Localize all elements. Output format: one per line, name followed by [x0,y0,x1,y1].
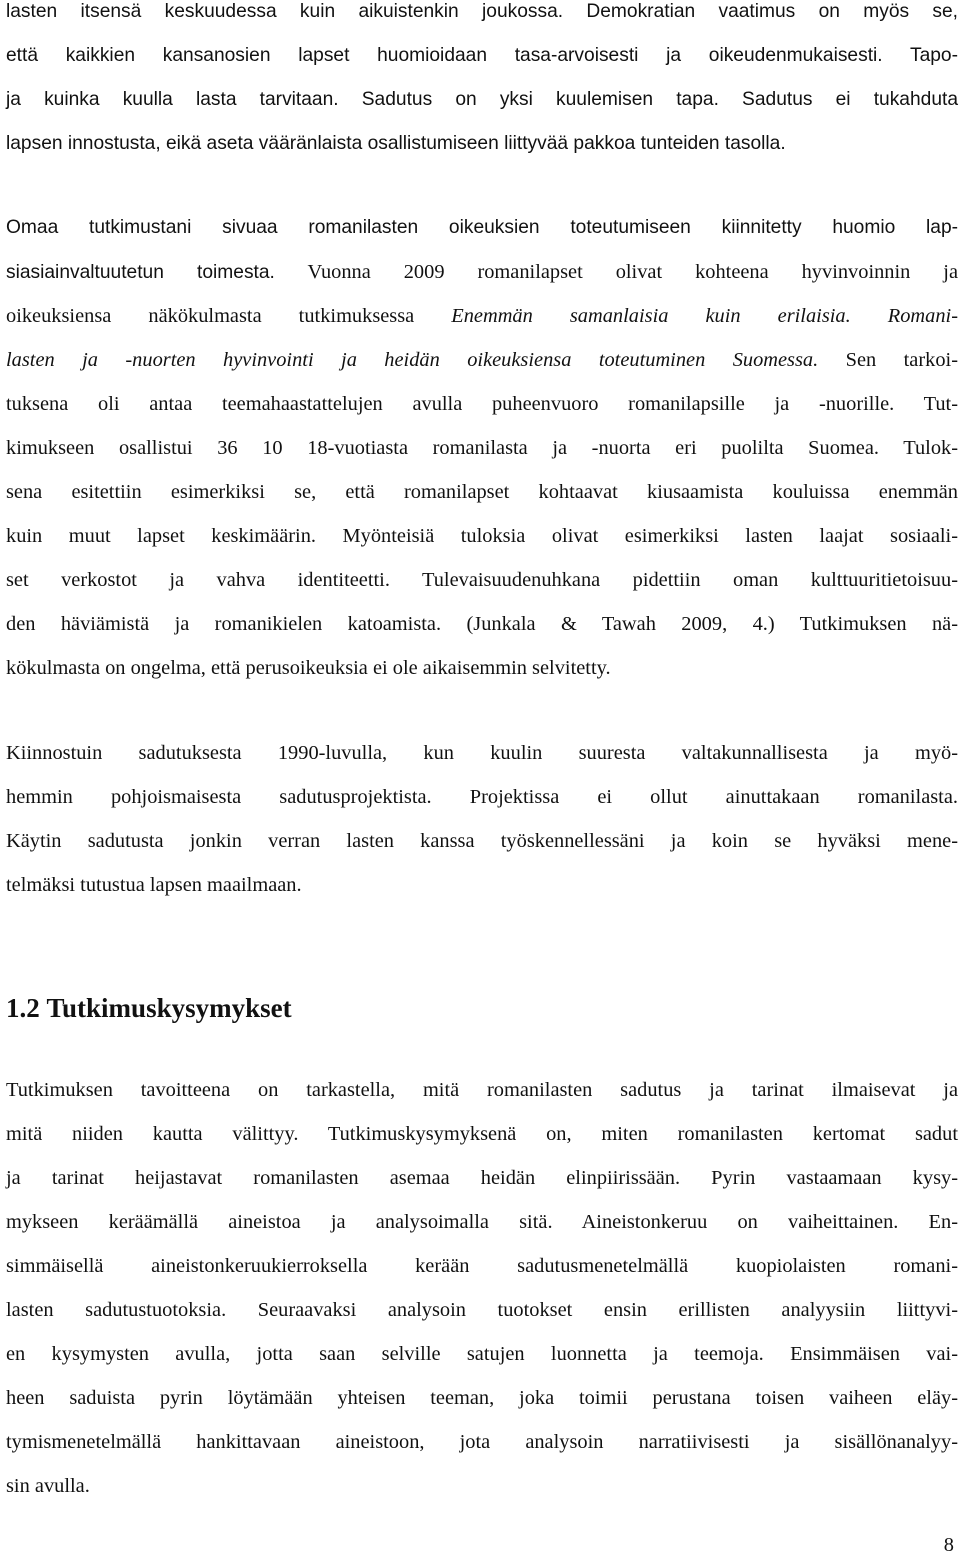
text-line [6,340,958,380]
text-line: Omaa tutkimustani sivuaa romanilasten oikeuksien toteutumiseen kiinnitetty huomio lap- [6,217,958,238]
text-line: Kiinnostuin sadutuksesta 1990-luvulla, kun kuulin suuresta valtakunnallisesta ja myö- [6,742,958,764]
text-line: että kaikkien kansanosien lapset huomioidaan tasa-arvoisesti ja oikeudenmukaisesti. Tapo- [6,45,958,66]
italic-title: Enemmän samanlaisia kuin erilaisia. Romani- [451,305,958,327]
text-line: simmäisellä aineistonkeruukierroksella kerään sadutusmenetelmällä kuopiolaisten romani- [6,1255,958,1277]
text-fragment: siasiainvaltuutetun toimesta. [6,262,275,283]
text-fragment: oikeuksiensa näkökulmasta tutkimuksessa [6,305,452,327]
italic-title: lasten ja -nuorten hyvinvointi ja heidän oikeuksiensa toteutuminen Suomessa. [6,349,819,371]
text-fragment: Sen tarkoi- [818,349,958,371]
text-line: mitä niiden kautta välittyy. Tutkimuskysymyksenä on, miten romanilasten kertomat sadut [6,1123,958,1145]
text-line: telmäksi tutustua lapsen maailmaan. [6,874,302,896]
section-title: Tutkimuskysymykset [46,993,292,1023]
text-line: kuin muut lapset keskimäärin. Myönteisiä tuloksia olivat esimerkiksi lasten laajat sosiaali- [6,525,958,547]
text-line [6,296,958,336]
text-line: lasten sadutustuotoksia. Seuraavaksi analysoin tuotokset ensin erillisten analyysiin liittyvi- [6,1299,958,1321]
text-line: sin avulla. [6,1475,90,1497]
text-line [6,252,958,292]
text-line: lasten itsensä keskuudessa kuin aikuistenkin joukossa. Demokratian vaatimus on myös se, [6,1,958,22]
text-line: heen saduista pyrin löytämään yhteisen teeman, joka toimii perustana toisen vaiheen eläy- [6,1387,958,1409]
text-line: ja tarinat heijastavat romanilasten asemaa heidän elinpiirissään. Pyrin vastaamaan kysy- [6,1167,958,1189]
text-line: Käytin sadutusta jonkin verran lasten kanssa työskennellessäni ja koin se hyväksi mene- [6,830,958,852]
text-line: tymismenetelmällä hankittavaan aineistoon, jota analysoin narratiivisesti ja sisällönanalyy- [6,1431,958,1453]
text-line: Tutkimuksen tavoitteena on tarkastella, mitä romanilasten sadutus ja tarinat ilmaisevat ja [6,1079,958,1101]
section-heading [6,986,292,1030]
text-line: kökulmasta on ongelma, että perusoikeuksia ei ole aikaisemmin selvitetty. [6,657,611,679]
text-fragment: Vuonna 2009 romanilapset olivat kohteena hyvinvoinnin ja [307,261,959,283]
text-line: sena esitettiin esimerkiksi se, että romanilapset kohtaavat kiusaamista kouluissa enemmän [6,481,958,503]
text-line: ja kuinka kuulla lasta tarvitaan. Sadutus on yksi kuulemisen tapa. Sadutus ei tukahduta [6,89,958,110]
text-line: set verkostot ja vahva identiteetti. Tulevaisuudenuhkana pidettiin oman kulttuuritietoisuu- [6,569,958,591]
text-line: mykseen keräämällä aineistoa ja analysoimalla sitä. Aineistonkeruu on vaiheittainen. En- [6,1211,958,1233]
section-number: 1.2 [6,993,40,1023]
text-line: hemmin pohjoismaisesta sadutusprojektista. Projektissa ei ollut ainuttakaan romanilasta. [6,786,958,808]
text-line: en kysymysten avulla, jotta saan selville satujen luonnetta ja teemoja. Ensimmäisen vai- [6,1343,958,1365]
text-line: kimukseen osallistui 36 10 18-vuotiasta romanilasta ja -nuorta eri puolilta Suomea. Tulok- [6,437,958,459]
text-line: lapsen innostusta, eikä aseta vääränlaista osallistumiseen liittyvää pakkoa tunteiden tasolla. [6,133,786,154]
page-number: 8 [943,1534,954,1556]
text-line: tuksena oli antaa teemahaastattelujen avulla puheenvuoro romanilapsille ja -nuorille. Tut- [6,393,958,415]
text-line: den häviämistä ja romanikielen katoamista. (Junkala & Tawah 2009, 4.) Tutkimuksen nä- [6,613,958,635]
